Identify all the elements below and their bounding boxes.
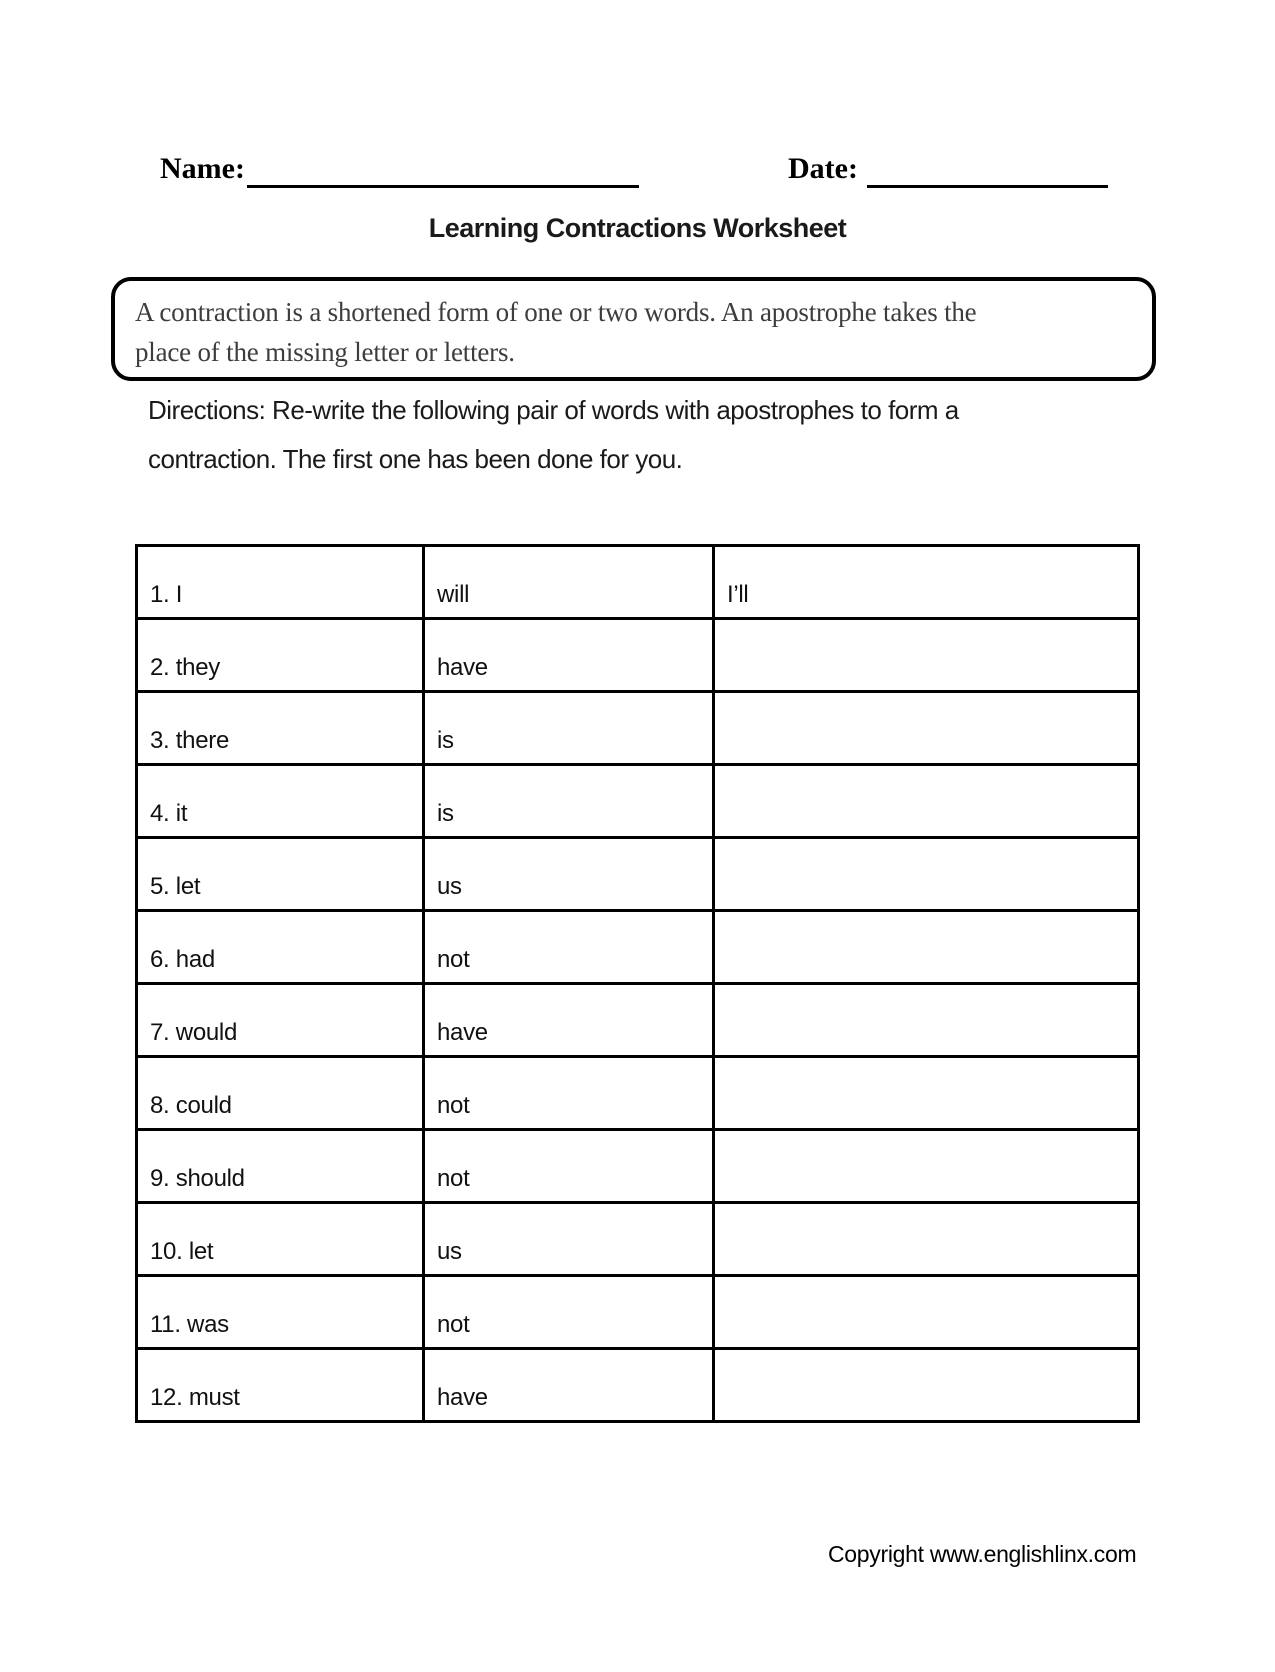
table-row xyxy=(137,1130,1139,1203)
word-pair-cell-second: not xyxy=(424,1057,714,1130)
word-pair-cell-first: 6. had xyxy=(137,911,424,984)
contraction-answer-cell xyxy=(714,1057,1139,1130)
word-pair-cell-first: 12. must xyxy=(137,1349,424,1422)
word-pair-cell-second: not xyxy=(424,911,714,984)
contraction-answer-cell xyxy=(714,911,1139,984)
word-pair-cell-first: 3. there xyxy=(137,692,424,765)
copyright-text: Copyright www.englishlinx.com xyxy=(828,1541,1137,1567)
worksheet-table xyxy=(135,544,1140,1423)
table-row xyxy=(137,1276,1139,1349)
word-pair-cell-second: not xyxy=(424,1130,714,1203)
word-pair-cell-first: 1. I xyxy=(137,546,424,619)
word-pair-cell-second: us xyxy=(424,838,714,911)
word-pair-cell-first: 11. was xyxy=(137,1276,424,1349)
word-pair-cell-second: have xyxy=(424,619,714,692)
table-row xyxy=(137,546,1139,619)
word-pair-cell-first: 5. let xyxy=(137,838,424,911)
word-pair-cell-second: will xyxy=(424,546,714,619)
table-row xyxy=(137,911,1139,984)
word-pair-cell-second: us xyxy=(424,1203,714,1276)
word-pair-cell-second: is xyxy=(424,765,714,838)
contraction-answer-cell xyxy=(714,1130,1139,1203)
contraction-answer-cell: I’ll xyxy=(714,546,1139,619)
date-field-line xyxy=(867,185,1108,188)
page-title: Learning Contractions Worksheet xyxy=(428,213,847,243)
table-row xyxy=(137,619,1139,692)
name-field-line xyxy=(247,185,639,188)
contraction-answer-cell xyxy=(714,765,1139,838)
contraction-answer-cell xyxy=(714,619,1139,692)
contraction-answer-cell xyxy=(714,1349,1139,1422)
table-row xyxy=(137,692,1139,765)
contraction-answer-cell xyxy=(714,1276,1139,1349)
name-label: Name: xyxy=(160,152,245,185)
definition-box xyxy=(111,277,1156,381)
word-pair-cell-second: have xyxy=(424,1349,714,1422)
word-pair-cell-first: 8. could xyxy=(137,1057,424,1130)
word-pair-cell-first: 10. let xyxy=(137,1203,424,1276)
directions-text xyxy=(148,386,959,484)
word-pair-cell-second: not xyxy=(424,1276,714,1349)
table-row xyxy=(137,1349,1139,1422)
word-pair-cell-first: 4. it xyxy=(137,765,424,838)
table-row xyxy=(137,765,1139,838)
word-pair-cell-second: is xyxy=(424,692,714,765)
word-pair-cell-first: 2. they xyxy=(137,619,424,692)
word-pair-cell-second: have xyxy=(424,984,714,1057)
definition-text-line2: place of the missing letter or letters. xyxy=(135,337,515,367)
table-row xyxy=(137,1203,1139,1276)
contraction-answer-cell xyxy=(714,692,1139,765)
table-row xyxy=(137,1057,1139,1130)
word-pair-cell-first: 7. would xyxy=(137,984,424,1057)
contraction-answer-cell xyxy=(714,838,1139,911)
table-row xyxy=(137,984,1139,1057)
word-pair-cell-first: 9. should xyxy=(137,1130,424,1203)
table-row xyxy=(137,838,1139,911)
date-label: Date: xyxy=(788,152,858,185)
definition-text-line1: A contraction is a shortened form of one or two words. An apostrophe takes the xyxy=(135,297,977,327)
contraction-answer-cell xyxy=(714,984,1139,1057)
directions-text-line1: Directions: Re-write the following pair of words with apostrophes to form a xyxy=(148,395,959,425)
contraction-answer-cell xyxy=(714,1203,1139,1276)
directions-text-line2: contraction. The first one has been done for you. xyxy=(148,444,683,474)
